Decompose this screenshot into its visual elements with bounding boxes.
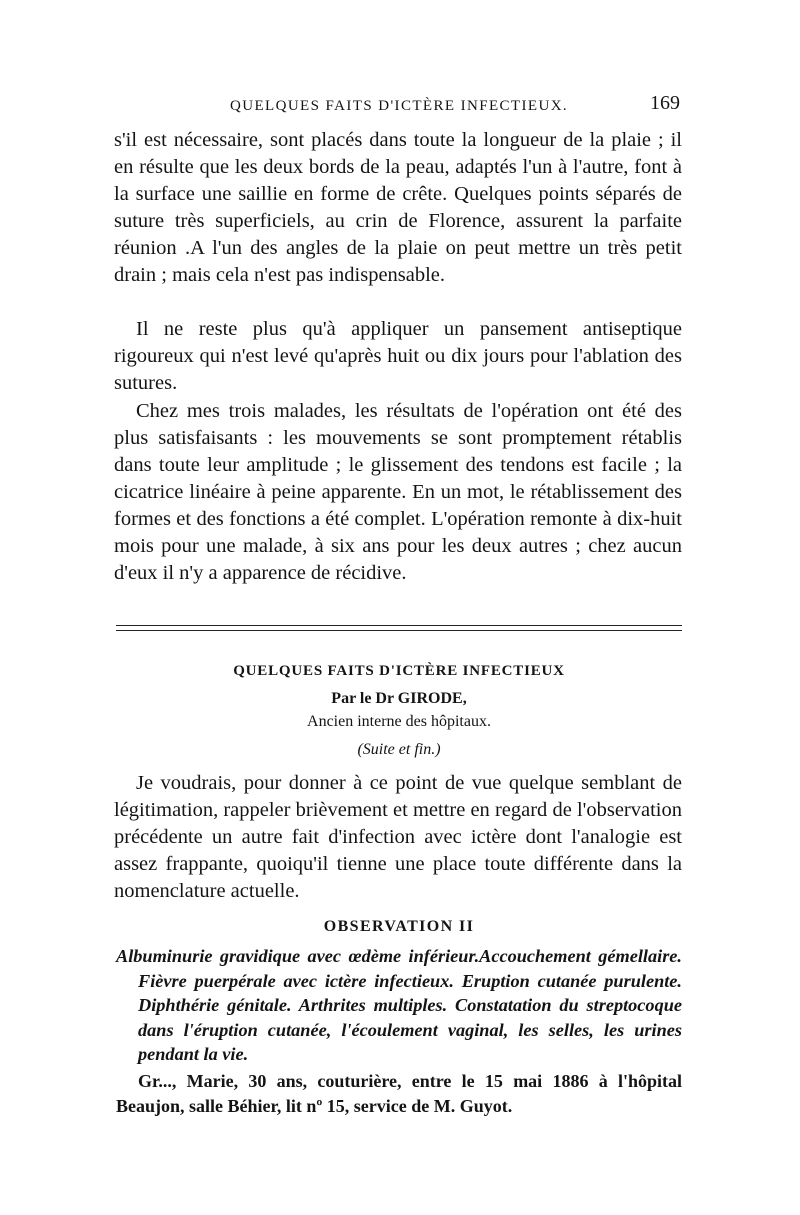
- paragraph-text: Je voudrais, pour donner à ce point de vue quelque semblant de légitimation, rappeler brièvement et mettre en regard de l'observation précédente un autre fait d'infection avec ictère dont l'analogie est assez frappante, quoiqu'il tienne une place toute différente dans la nomenclature actuelle.: [114, 772, 682, 902]
- paragraph-text: s'il est nécessaire, sont placés dans toute la longueur de la plaie ; il en résulte que les deux bords de la peau, adaptés l'un à l'autre, font à la surface une saillie en forme de crête. Quelques points séparés de suture très superficiels, au crin de Florence, assurent la parfaite réunion .A l'un des angles de la plaie on peut mettre un très petit drain ; mais cela n'est pas indispensable.: [114, 129, 682, 286]
- running-head: QUELQUES FAITS D'ICTÈRE INFECTIEUX.: [230, 98, 569, 114]
- paragraph-text: Chez mes trois malades, les résultats de l'opération ont été des plus satisfaisants : les mouvements se sont promptement rétablis dans toute leur amplitude ; le glissement des tendons est facile ; la cicatrice linéaire à peine apparente. En un mot, le rétablissement des formes et des fonctions a été complet. L'opération remonte à dix-huit mois pour une malade, à six ans pour les deux autres ; chez aucun d'eux il n'y a apparence de récidive.: [114, 400, 682, 584]
- page-number: 169: [650, 92, 680, 114]
- section-divider: [116, 625, 682, 626]
- observation-summary-text: Albuminurie gravidique avec œdème inférieur.Accouchement gémellaire. Fièvre puerpérale avec ictère infectieux. Eruption cutanée purulente. Diphthérie génitale. Arthrites multiples. Constatation du streptocoque dans l'éruption cutanée, l'écoulement vaginal, les selles, les urines pendant la vie.: [116, 946, 682, 1065]
- paragraph-continuation: [114, 127, 682, 289]
- observation-heading: OBSERVATION II: [323, 918, 475, 935]
- paragraph-intro: [114, 770, 682, 905]
- paragraph-dressing: [114, 316, 682, 397]
- paragraph-text: Il ne reste plus qu'à appliquer un pansement antiseptique rigoureux qui n'est levé qu'après huit ou dix jours pour l'ablation des sutures.: [114, 318, 682, 394]
- paragraph-results: [114, 398, 682, 587]
- author-role: Ancien interne des hôpitaux.: [307, 713, 491, 730]
- case-paragraph: [116, 1069, 682, 1119]
- section-divider: [116, 630, 682, 631]
- article-author: Par le Dr GIRODE,: [331, 690, 467, 707]
- observation-summary: [116, 944, 682, 1067]
- continuation-note: (Suite et fin.): [357, 741, 441, 758]
- case-text: Gr..., Marie, 30 ans, couturière, entre le 15 mai 1886 à l'hôpital Beaujon, salle Béhier, lit nº 15, service de M. Guyot.: [116, 1071, 682, 1116]
- article-title: QUELQUES FAITS D'ICTÈRE INFECTIEUX: [233, 663, 565, 679]
